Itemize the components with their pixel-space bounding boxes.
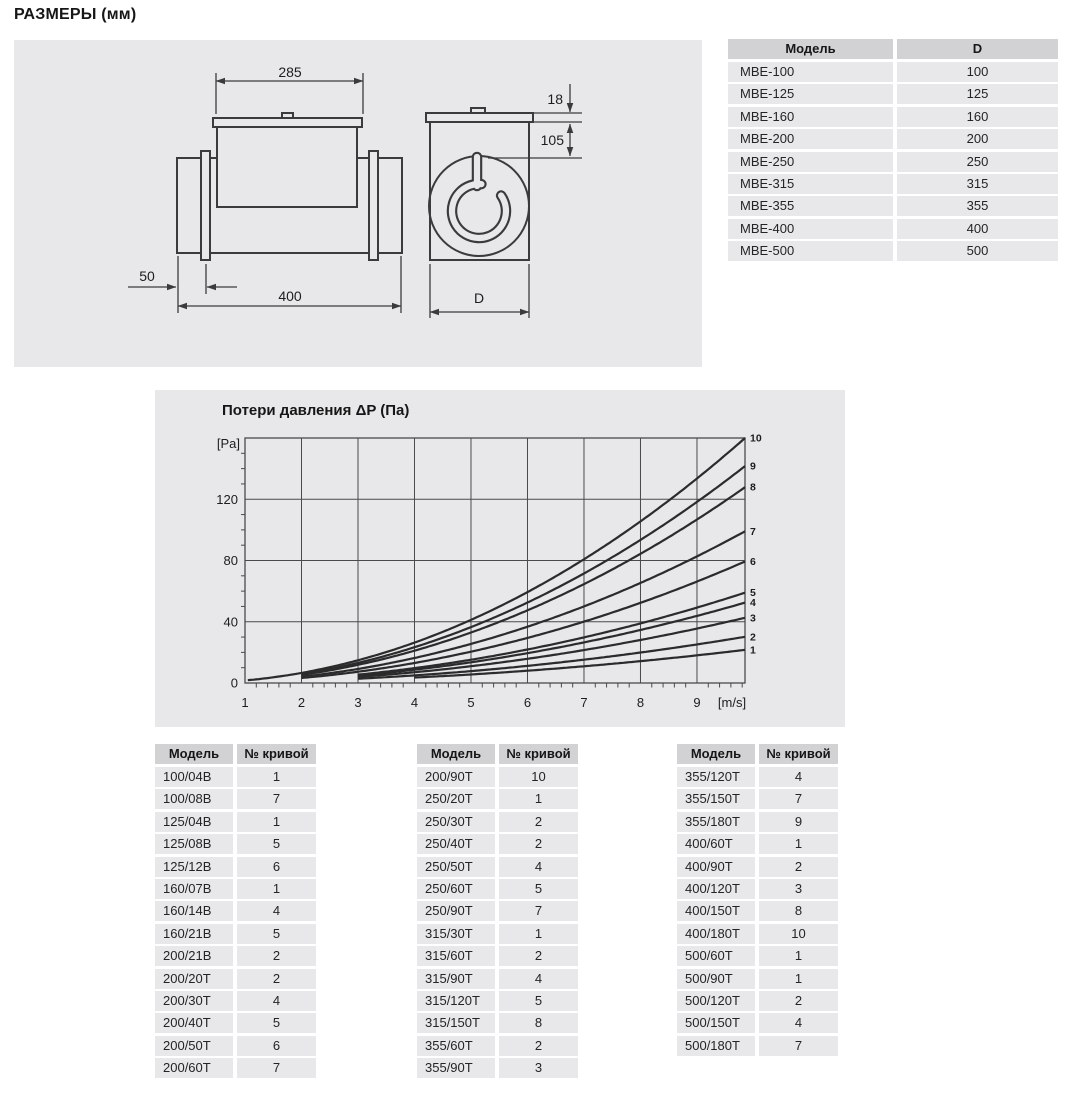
- table-row: [728, 62, 1058, 82]
- table-cell-model: 500/60Т: [677, 946, 755, 966]
- curve-table-1: [155, 744, 316, 1080]
- flange-left: [201, 151, 210, 260]
- table-row: [728, 152, 1058, 172]
- table-header-model: Модель: [728, 39, 893, 59]
- table-row: [728, 219, 1058, 239]
- table-cell-curve: 4: [499, 857, 578, 877]
- table-cell-model: 160/14В: [155, 901, 233, 921]
- table-cell-curve: 5: [499, 991, 578, 1011]
- table-cell-model: МВЕ-200: [728, 129, 893, 149]
- table-row: [417, 879, 578, 899]
- table-cell-curve: 3: [499, 1058, 578, 1078]
- table-cell-model: 250/30Т: [417, 812, 495, 832]
- table-cell-model: МВЕ-125: [728, 84, 893, 104]
- table-header-curve: № кривой: [237, 744, 316, 764]
- curve-label-10: 10: [750, 432, 762, 445]
- table-cell-model: 125/08В: [155, 834, 233, 854]
- heating-element: [452, 157, 506, 238]
- table-row: [677, 857, 838, 877]
- table-row: [417, 834, 578, 854]
- table-row: [677, 789, 838, 809]
- table-cell-curve: 7: [237, 1058, 316, 1078]
- table-row: [417, 901, 578, 921]
- table-header-curve: № кривой: [759, 744, 838, 764]
- table-row: [677, 1013, 838, 1033]
- flange-right: [369, 151, 378, 260]
- table-row: [677, 991, 838, 1011]
- table-cell-curve: 2: [237, 946, 316, 966]
- chart-title: Потери давления ΔP (Па): [222, 402, 410, 419]
- x-tick-label: 3: [354, 695, 362, 710]
- table-cell-model: МВЕ-500: [728, 241, 893, 261]
- table-cell-model: 250/60Т: [417, 879, 495, 899]
- curve-table-3: [677, 744, 838, 1058]
- curve-label-4: 4: [750, 597, 756, 610]
- table-row: [417, 767, 578, 787]
- table-cell-model: 400/90Т: [677, 857, 755, 877]
- table-cell-curve: 3: [759, 879, 838, 899]
- front-lid-nub: [471, 108, 485, 113]
- pressure-chart-panel: [155, 390, 845, 727]
- table-cell-d: 100: [897, 62, 1058, 82]
- curve-label-5: 5: [750, 587, 756, 600]
- size-table-body: [728, 62, 1058, 261]
- pressure-loss-chart: [155, 390, 845, 727]
- table-row: [417, 857, 578, 877]
- table-cell-curve: 4: [759, 1013, 838, 1033]
- curve-label-3: 3: [750, 612, 756, 625]
- table-cell-curve: 1: [759, 946, 838, 966]
- table-row: [728, 107, 1058, 127]
- size-table: [728, 39, 1058, 264]
- table-row: [155, 991, 316, 1011]
- table-row: [155, 924, 316, 944]
- table-row: [417, 946, 578, 966]
- table-cell-model: 250/40Т: [417, 834, 495, 854]
- table-header-model: Модель: [155, 744, 233, 764]
- table-cell-curve: 2: [237, 969, 316, 989]
- table-row: [417, 789, 578, 809]
- dim-label-18: 18: [547, 91, 563, 107]
- table-cell-model: 160/07В: [155, 879, 233, 899]
- curve-label-8: 8: [750, 481, 756, 494]
- table-cell-model: 200/20Т: [155, 969, 233, 989]
- dim-label-D: D: [473, 290, 485, 306]
- curve-label-7: 7: [750, 525, 756, 538]
- table-cell-model: 500/150Т: [677, 1013, 755, 1033]
- table-row: [728, 174, 1058, 194]
- table-cell-model: 355/180Т: [677, 812, 755, 832]
- table-cell-model: МВЕ-355: [728, 196, 893, 216]
- table-row: [155, 1058, 316, 1078]
- table-cell-curve: 4: [499, 969, 578, 989]
- curve-label-9: 9: [750, 460, 756, 473]
- table-row: [677, 767, 838, 787]
- y-axis-unit-label: [Pa]: [216, 436, 240, 451]
- table-row: [677, 924, 838, 944]
- table-cell-model: 200/40Т: [155, 1013, 233, 1033]
- table-cell-d: 355: [897, 196, 1058, 216]
- table-cell-curve: 6: [237, 857, 316, 877]
- table-cell-model: 315/90Т: [417, 969, 495, 989]
- x-tick-label: 6: [523, 695, 532, 710]
- dimension-105: [488, 122, 582, 158]
- table-cell-curve: 4: [237, 901, 316, 921]
- table-cell-d: 500: [897, 241, 1058, 261]
- table-row: [417, 969, 578, 989]
- table-cell-model: 100/08В: [155, 789, 233, 809]
- table-row: [155, 946, 316, 966]
- table-row: [155, 789, 316, 809]
- table-cell-curve: 8: [499, 1013, 578, 1033]
- table-row: [417, 1058, 578, 1078]
- box-lid: [213, 118, 362, 127]
- table-cell-model: 355/90Т: [417, 1058, 495, 1078]
- curve-table-2-body: [417, 767, 578, 1078]
- dim-label-285: 285: [278, 64, 302, 80]
- dim-label-105: 105: [540, 132, 564, 148]
- table-row: [677, 901, 838, 921]
- table-cell-model: 400/150Т: [677, 901, 755, 921]
- table-row: [155, 857, 316, 877]
- x-tick-label: 1: [241, 695, 249, 710]
- table-cell-model: 400/120Т: [677, 879, 755, 899]
- table-row: [417, 924, 578, 944]
- curve-label-1: 1: [750, 644, 756, 657]
- table-cell-model: 160/21В: [155, 924, 233, 944]
- dim-label-50: 50: [139, 268, 155, 284]
- table-cell-model: 100/04В: [155, 767, 233, 787]
- table-cell-model: 355/60Т: [417, 1036, 495, 1056]
- x-tick-label: 7: [580, 695, 588, 710]
- curve-label-6: 6: [750, 555, 756, 568]
- table-cell-model: МВЕ-100: [728, 62, 893, 82]
- table-cell-model: 315/30Т: [417, 924, 495, 944]
- table-cell-d: 160: [897, 107, 1058, 127]
- dimension-400: [178, 256, 401, 313]
- table-cell-model: 500/120Т: [677, 991, 755, 1011]
- y-tick-label: 0: [230, 675, 238, 691]
- table-cell-model: 315/150Т: [417, 1013, 495, 1033]
- table-cell-curve: 2: [499, 1036, 578, 1056]
- table-header-model: Модель: [677, 744, 755, 764]
- table-cell-curve: 1: [499, 789, 578, 809]
- table-header-row: [728, 39, 1058, 59]
- table-cell-model: 315/60Т: [417, 946, 495, 966]
- table-cell-curve: 5: [237, 924, 316, 944]
- table-header-d: D: [897, 39, 1058, 59]
- table-cell-curve: 5: [499, 879, 578, 899]
- table-cell-model: 200/90Т: [417, 767, 495, 787]
- table-cell-curve: 2: [759, 991, 838, 1011]
- curve-table-1-body: [155, 767, 316, 1078]
- table-cell-curve: 2: [499, 946, 578, 966]
- table-row: [677, 812, 838, 832]
- x-tick-label: 4: [410, 695, 419, 710]
- dim-label-400: 400: [278, 288, 302, 304]
- table-row: [417, 991, 578, 1011]
- table-cell-curve: 1: [237, 812, 316, 832]
- table-cell-d: 200: [897, 129, 1058, 149]
- table-cell-model: МВЕ-250: [728, 152, 893, 172]
- lid-nub: [282, 113, 293, 118]
- table-header-model: Модель: [417, 744, 495, 764]
- table-row: [728, 196, 1058, 216]
- table-cell-curve: 10: [499, 767, 578, 787]
- table-row: [155, 901, 316, 921]
- table-cell-curve: 4: [237, 991, 316, 1011]
- table-cell-model: МВЕ-160: [728, 107, 893, 127]
- table-cell-model: 125/12В: [155, 857, 233, 877]
- table-cell-d: 250: [897, 152, 1058, 172]
- table-cell-curve: 2: [759, 857, 838, 877]
- table-row: [417, 1013, 578, 1033]
- table-row: [417, 1036, 578, 1056]
- x-tick-label: 8: [636, 695, 645, 710]
- table-cell-model: 355/120Т: [677, 767, 755, 787]
- table-row: [155, 812, 316, 832]
- table-cell-curve: 4: [759, 767, 838, 787]
- table-row: [677, 946, 838, 966]
- x-axis-unit-label: [m/s]: [717, 695, 747, 710]
- front-lid: [426, 113, 533, 122]
- table-cell-model: 400/180Т: [677, 924, 755, 944]
- table-cell-model: 125/04В: [155, 812, 233, 832]
- table-row: [677, 1036, 838, 1056]
- table-cell-curve: 1: [759, 969, 838, 989]
- table-cell-curve: 7: [759, 1036, 838, 1056]
- side-view: [177, 113, 402, 260]
- table-cell-model: 250/50Т: [417, 857, 495, 877]
- y-tick-label: 120: [216, 491, 238, 507]
- table-cell-curve: 7: [237, 789, 316, 809]
- x-tick-label: 2: [297, 695, 306, 710]
- table-row: [677, 879, 838, 899]
- table-cell-d: 125: [897, 84, 1058, 104]
- curve-4: [358, 603, 745, 676]
- dimensions-panel: [14, 40, 702, 367]
- table-cell-d: 315: [897, 174, 1058, 194]
- table-cell-model: 315/120Т: [417, 991, 495, 1011]
- front-view: [426, 108, 533, 260]
- technical-drawing: [14, 40, 702, 367]
- curve-table-2: [417, 744, 578, 1080]
- table-cell-curve: 8: [759, 901, 838, 921]
- table-cell-d: 400: [897, 219, 1058, 239]
- table-cell-model: 500/90Т: [677, 969, 755, 989]
- x-tick-label: 5: [467, 695, 475, 710]
- table-cell-curve: 1: [759, 834, 838, 854]
- table-row: [155, 767, 316, 787]
- curve-10: [248, 438, 745, 680]
- table-row: [155, 834, 316, 854]
- table-cell-model: 200/30Т: [155, 991, 233, 1011]
- table-cell-curve: 2: [499, 834, 578, 854]
- table-cell-curve: 2: [499, 812, 578, 832]
- table-cell-model: 250/90Т: [417, 901, 495, 921]
- table-row: [155, 969, 316, 989]
- table-cell-model: 200/50Т: [155, 1036, 233, 1056]
- table-row: [677, 969, 838, 989]
- table-row: [728, 129, 1058, 149]
- table-cell-model: 355/150Т: [677, 789, 755, 809]
- table-cell-model: 250/20Т: [417, 789, 495, 809]
- curve-9: [302, 466, 746, 674]
- table-header-row: [155, 744, 316, 764]
- connection-box: [217, 127, 357, 207]
- table-cell-curve: 1: [237, 879, 316, 899]
- curve-label-2: 2: [750, 631, 756, 644]
- page-title: РАЗМЕРЫ (мм): [14, 6, 137, 23]
- table-cell-curve: 7: [499, 901, 578, 921]
- y-tick-label: 40: [223, 614, 238, 630]
- table-cell-model: 200/21В: [155, 946, 233, 966]
- x-tick-label: 9: [693, 695, 701, 710]
- table-cell-curve: 6: [237, 1036, 316, 1056]
- table-cell-model: 500/180Т: [677, 1036, 755, 1056]
- table-row: [155, 1013, 316, 1033]
- curve-table-3-body: [677, 767, 838, 1056]
- table-cell-curve: 5: [237, 1013, 316, 1033]
- table-row: [155, 1036, 316, 1056]
- table-cell-curve: 7: [759, 789, 838, 809]
- table-cell-curve: 1: [237, 767, 316, 787]
- table-cell-model: 400/60Т: [677, 834, 755, 854]
- table-cell-model: МВЕ-315: [728, 174, 893, 194]
- table-row: [155, 879, 316, 899]
- table-cell-model: МВЕ-400: [728, 219, 893, 239]
- table-header-row: [677, 744, 838, 764]
- table-header-curve: № кривой: [499, 744, 578, 764]
- table-header-row: [417, 744, 578, 764]
- table-cell-curve: 5: [237, 834, 316, 854]
- table-cell-curve: 10: [759, 924, 838, 944]
- table-cell-curve: 1: [499, 924, 578, 944]
- table-row: [728, 241, 1058, 261]
- table-row: [417, 812, 578, 832]
- table-cell-curve: 9: [759, 812, 838, 832]
- table-row: [728, 84, 1058, 104]
- table-cell-model: 200/60Т: [155, 1058, 233, 1078]
- y-tick-label: 80: [223, 553, 238, 568]
- table-row: [677, 834, 838, 854]
